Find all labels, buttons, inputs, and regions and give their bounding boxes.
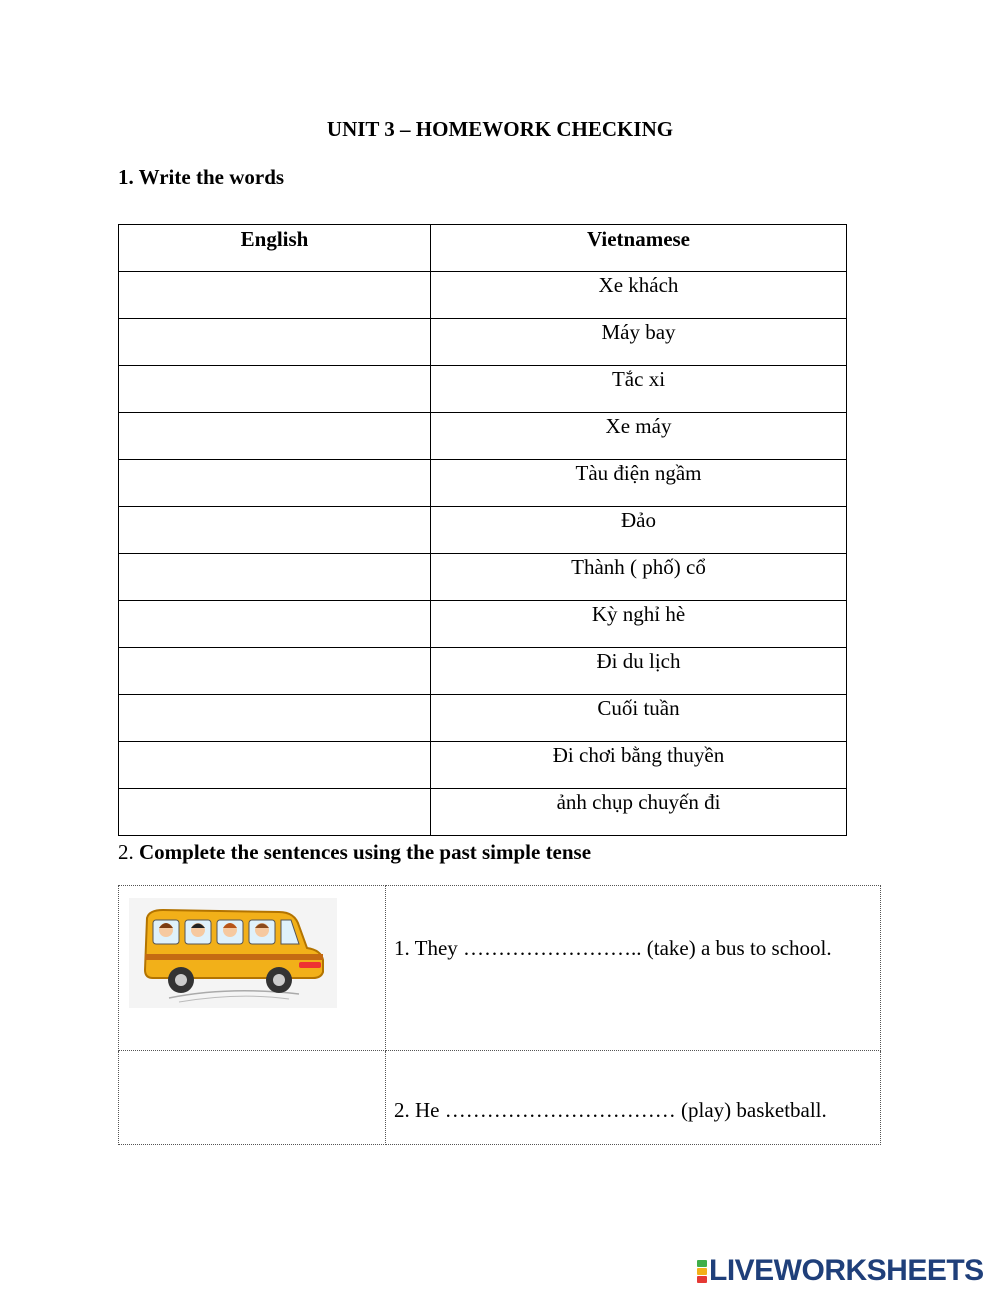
- table-row: [119, 601, 847, 648]
- vietnamese-word: Thành ( phố) cổ: [431, 554, 847, 601]
- table-row: [119, 695, 847, 742]
- section-1-heading: 1. Write the words: [118, 165, 285, 189]
- vietnamese-word: ảnh chụp chuyến đi: [431, 789, 847, 836]
- sentence-2: 2. He …………………………… (play) basketball.: [394, 1098, 827, 1122]
- english-answer-cell[interactable]: [119, 648, 431, 695]
- english-answer-cell[interactable]: [119, 319, 431, 366]
- sentences-table: [118, 885, 881, 1145]
- english-answer-cell[interactable]: [119, 695, 431, 742]
- english-answer-cell[interactable]: [119, 413, 431, 460]
- section-2-heading: [118, 840, 591, 865]
- table-row: [119, 886, 881, 1051]
- vietnamese-word: Tắc xi: [431, 366, 847, 413]
- english-answer-input[interactable]: [119, 366, 430, 412]
- section-2-number: 2.: [118, 840, 134, 864]
- sentence-cell[interactable]: [386, 886, 881, 1051]
- logo-blocks-icon: [697, 1260, 707, 1283]
- table-row: [119, 648, 847, 695]
- english-answer-input[interactable]: [119, 507, 430, 553]
- picture-cell: [119, 886, 386, 1051]
- english-answer-input[interactable]: [119, 601, 430, 647]
- vietnamese-word: Kỳ nghỉ hè: [431, 601, 847, 648]
- english-answer-input[interactable]: [119, 695, 430, 741]
- vietnamese-word: Xe máy: [431, 413, 847, 460]
- table-row: [119, 507, 847, 554]
- vietnamese-word: Đảo: [431, 507, 847, 554]
- sentence-1: 1. They …………………….. (take) a bus to school.: [394, 935, 832, 960]
- english-answer-input[interactable]: [119, 272, 430, 318]
- table-row: [119, 272, 847, 319]
- vietnamese-word: Đi du lịch: [431, 648, 847, 695]
- section-2-title: Complete the sentences using the past simple tense: [139, 840, 592, 864]
- table-row: [119, 789, 847, 836]
- table-row: [119, 319, 847, 366]
- vietnamese-word: Xe khách: [431, 272, 847, 319]
- table-row: [119, 460, 847, 507]
- english-answer-cell[interactable]: [119, 460, 431, 507]
- english-answer-cell[interactable]: [119, 789, 431, 836]
- vietnamese-word: Máy bay: [431, 319, 847, 366]
- english-answer-input[interactable]: [119, 742, 430, 788]
- english-answer-input[interactable]: [119, 319, 430, 365]
- logo-text: LIVEWORKSHEETS: [709, 1254, 984, 1287]
- school-bus-icon: [129, 898, 337, 1008]
- liveworksheets-logo[interactable]: [697, 1254, 984, 1288]
- vietnamese-word: Cuối tuần: [431, 695, 847, 742]
- picture-cell: [119, 1051, 386, 1145]
- english-answer-input[interactable]: [119, 460, 430, 506]
- table-row: [119, 413, 847, 460]
- column-header-vietnamese: Vietnamese: [431, 225, 847, 272]
- vocabulary-table: [118, 224, 847, 836]
- english-answer-input[interactable]: [119, 789, 430, 835]
- table-row: [119, 742, 847, 789]
- table-row: [119, 366, 847, 413]
- english-answer-cell[interactable]: [119, 366, 431, 413]
- english-answer-cell[interactable]: [119, 507, 431, 554]
- english-answer-input[interactable]: [119, 648, 430, 694]
- english-answer-input[interactable]: [119, 554, 430, 600]
- english-answer-cell[interactable]: [119, 554, 431, 601]
- english-answer-cell[interactable]: [119, 272, 431, 319]
- english-answer-input[interactable]: [119, 413, 430, 459]
- english-answer-cell[interactable]: [119, 601, 431, 648]
- column-header-english: English: [119, 225, 431, 272]
- table-row: [119, 554, 847, 601]
- table-row: [119, 1051, 881, 1145]
- page-title: UNIT 3 – HOMEWORK CHECKING: [326, 117, 674, 141]
- english-answer-cell[interactable]: [119, 742, 431, 789]
- sentence-cell[interactable]: [386, 1051, 881, 1145]
- school-bus-image: [129, 898, 337, 1008]
- vietnamese-word: Đi chơi bằng thuyền: [431, 742, 847, 789]
- vietnamese-word: Tàu điện ngầm: [431, 460, 847, 507]
